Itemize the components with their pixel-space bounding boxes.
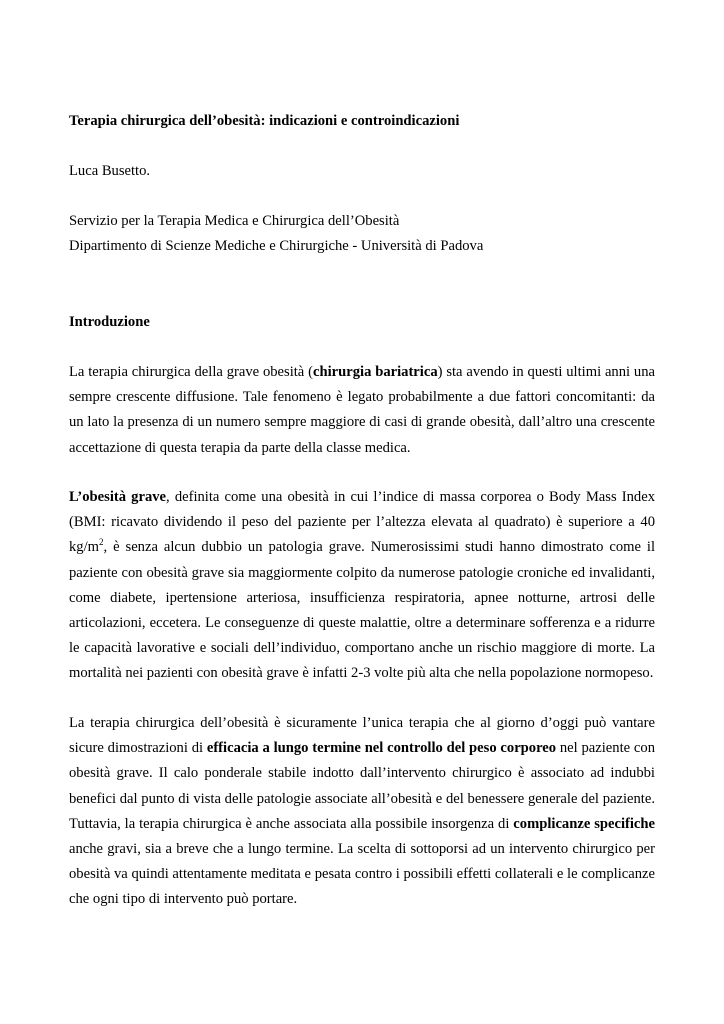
document-title: Terapia chirurgica dell’obesità: indicazioni e controindicazioni — [69, 113, 460, 129]
paragraph-1-text-before: La terapia chirurgica della grave obesità ( — [69, 364, 313, 380]
paragraph-3-text-3: anche gravi, sia a breve che a lungo termine. La scelta di sottoporsi ad un intervento chirurgico per obesità va quindi attentamente meditata e pesata contro i possibili effetti collaterali e le complicanze che ogni tipo di intervento può portare. — [69, 841, 655, 908]
paragraph-3 — [69, 711, 655, 913]
section-heading: Introduzione — [69, 314, 150, 330]
affiliation-line-2: Dipartimento di Scienze Mediche e Chirurgiche - Università di Padova — [69, 238, 484, 255]
paragraph-1-text-after: ) sta avendo in questi ultimi anni una sempre crescente diffusione. Tale fenomeno è legato probabilmente a due fattori concomitanti: da un lato la presenza di un numero sempre maggiore di casi di grande obesità, dall’altro una crescente accettazione di questa terapia da parte della classe medica. — [69, 364, 655, 456]
paragraph-3-text-1: La terapia chirurgica dell’obesità è sicuramente l’unica terapia che al giorno d’oggi può vantare sicure dimostrazioni di — [69, 715, 655, 757]
affiliation — [69, 209, 655, 259]
paragraph-3-bold-1: efficacia a lungo termine nel controllo del peso corporeo — [206, 740, 557, 757]
affiliation-line-1: Servizio per la Terapia Medica e Chirurgica dell’Obesità — [69, 213, 400, 229]
paragraph-1 — [69, 360, 655, 461]
paragraph-1-bold: chirurgia bariatrica — [313, 364, 438, 380]
paragraph-3-text-2: nel paziente con obesità grave. Il calo ponderale stabile indotto dall’intervento chirurgico è associato ad indubbi benefici dal punto di vista delle patologie associate all’obesità e del benessere generale del paziente. Tuttavia, la terapia chirurgica è anche associata alla possibile insorgenza di — [69, 740, 655, 832]
paragraph-3-bold-2: complicanze specifiche — [513, 815, 655, 832]
paragraph-2 — [69, 485, 655, 687]
paragraph-2-bold-start: L’obesità grave — [69, 489, 167, 505]
paragraph-2-text-2: , è senza alcun dubbio un patologia grave. Numerosissimi studi hanno dimostrato come il paziente con obesità grave sia maggiormente colpito da numerose patologie croniche ed invalidanti, come diabete, ipertensione arteriosa, insufficienza respiratoria, apnee notturne, artrosi delle articolazioni, eccetera. Le conseguenze di queste malattie, oltre a determinare sofferenza e a ridurre le capacità lavorative e sociali dell’individuo, comportano anche un rischio maggiore di morte. La mortalità nei pazienti con obesità grave è infatti 2-3 volte più alta che nella popolazione normopeso. — [69, 539, 655, 682]
author-name: Luca Busetto. — [69, 163, 151, 179]
paragraph-2-text-1: , definita come una obesità in cui l’indice di massa corporea o Body Mass Index (BMI: ricavato dividendo il peso del paziente per l’altezza elevata al quadrato) è superiore a 40 kg/m — [69, 489, 655, 556]
paragraph-2-superscript: 2 — [99, 537, 104, 548]
